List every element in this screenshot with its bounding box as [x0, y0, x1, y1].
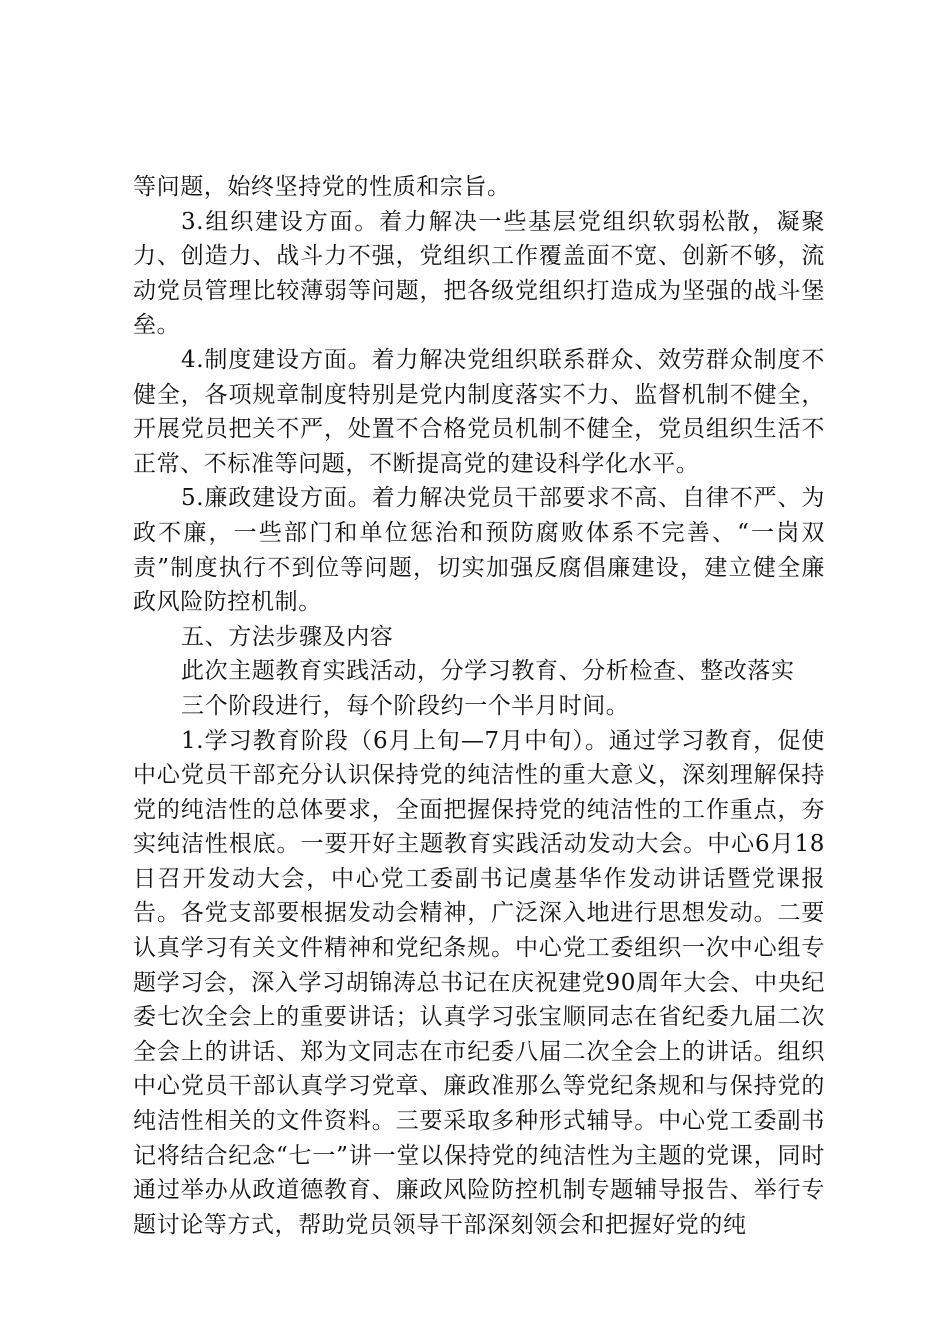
section-heading-methods: 五、方法步骤及内容 [181, 623, 394, 650]
paragraph-stages: 此次主题教育实践活动，分学习教育、分析检查、整改落实三个阶段进行，每个阶段约一个半月时间。 [181, 658, 795, 719]
paragraph-integrity: 5.廉政建设方面。着力解决党员干部要求不高、自律不严、为政不廉，一些部门和单位惩治和预防腐败体系不完善、“一岗双责”制度执行不到位等问题，切实加强反腐倡廉建设，建立健全廉政风险防控机制。 [133, 485, 825, 616]
paragraph-study-stage: 1.学习教育阶段（6月上旬—7月中旬）。通过学习教育，促使中心党员干部充分认识保持党的纯洁性的重大意义，深刻理解保持党的纯洁性的总体要求，全面把握保持党的纯洁性的工作重点，夯实纯洁性根底。一要开好主题教育实践活动发动大会。中心6月18日召开发动大会，中心党工委副书记虞基华作发动讲话暨党课报告。各党支部要根据发动会精神，广泛深入地进行思想发动。二要认真学习有关文件精神和党纪条规。中心党工委组织一次中心组专题学习会，深入学习胡锦涛总书记在庆祝建党90周年大会、中央纪委七次全会上的重要讲话；认真学习张宝顺同志在省纪委九届二次全会上的讲话、郑为文同志在市纪委八届二次全会上的讲话。组织中心党员干部认真学习党章、廉政准那么等党纪条规和与保持党的纯洁性相关的文件资料。三要采取多种形式辅导。中心党工委副书记将结合纪念“七一”讲一堂以保持党的纯洁性为主题的党课，同时通过举办从政道德教育、廉政风险防控机制专题辅导报告、举行专题讨论等方式，帮助党员领导干部深刻领会和把握好党的纯 [133, 727, 825, 1238]
paragraph-1: 等问题，始终坚持党的性质和宗旨。 [133, 174, 511, 200]
paragraph-organization: 3.组织建设方面。着力解决一些基层党组织软弱松散，凝聚力、创造力、战斗力不强，党组织工作覆盖面不宽、创新不够，流动党员管理比较薄弱等问题，把各级党组织打造成为坚强的战斗堡垒。 [133, 208, 825, 339]
document-page [133, 170, 825, 1242]
paragraph-system: 4.制度建设方面。着力解决党组织联系群众、效劳群众制度不健全，各项规章制度特别是党内制度落实不力、监督机制不健全，开展党员把关不严，处置不合格党员机制不健全，党员组织生活不正常、不标准等问题，不断提高党的建设科学化水平。 [133, 346, 825, 477]
